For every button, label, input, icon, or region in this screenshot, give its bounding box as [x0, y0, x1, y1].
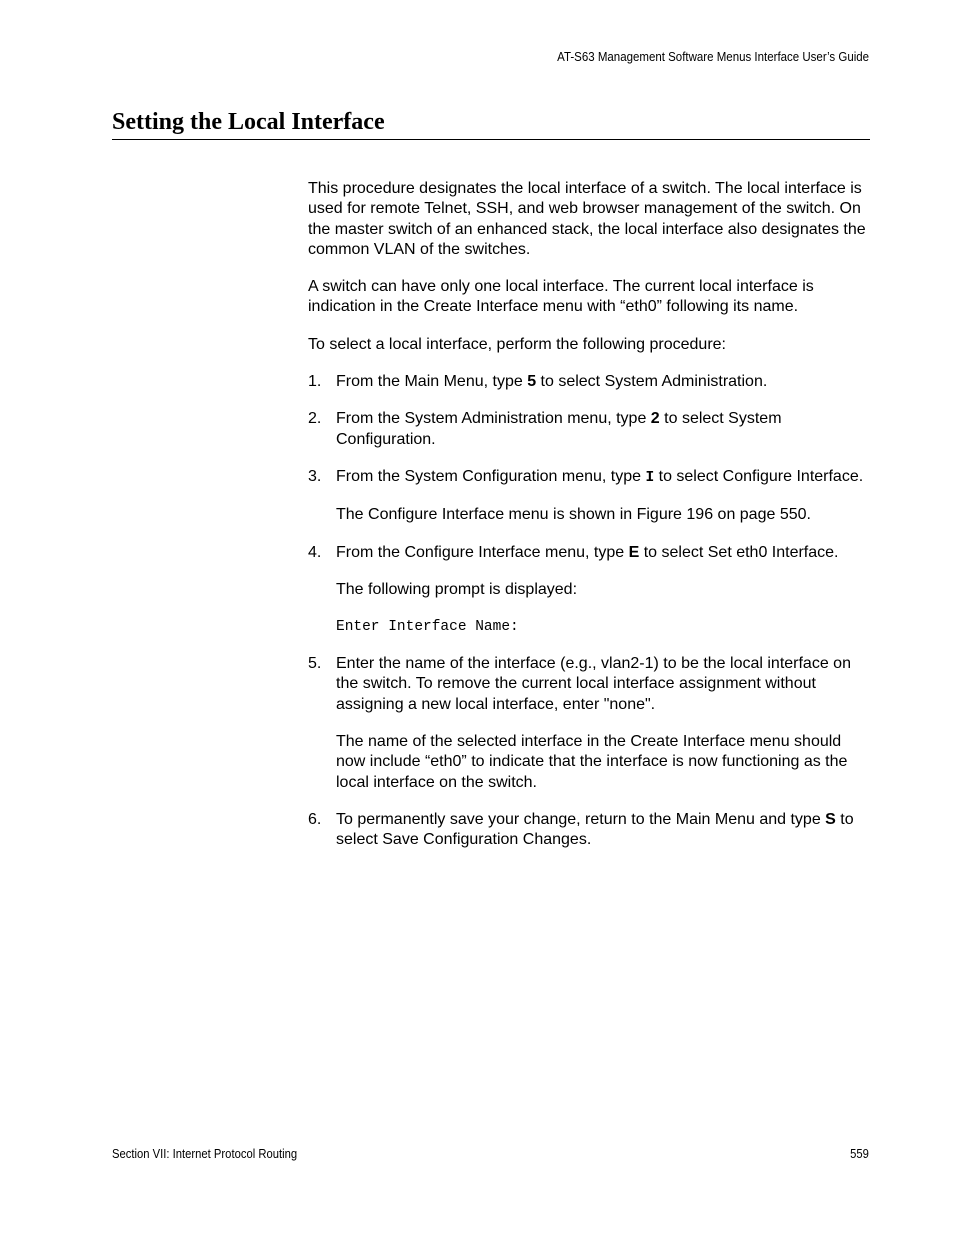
step-text [336, 409, 872, 450]
step-number: 5. [308, 655, 322, 673]
procedure-step-3 [308, 467, 872, 488]
intro-paragraph: A switch can have only one local interface. The current local interface is indication in the Create Interface menu with “eth0” following its name. [308, 278, 814, 316]
step-key: 2 [650, 410, 660, 428]
step-note: The following prompt is displayed: [336, 580, 578, 598]
step-number: 2. [308, 410, 322, 428]
section-title: Setting the Local Interface [112, 109, 385, 135]
step-key: 5 [527, 373, 537, 391]
step-text-part: From the System Configuration menu, type [336, 467, 646, 485]
step-text-part: to select Configure Interface. [654, 467, 864, 485]
step-number: 4. [308, 543, 322, 561]
step-key: S [825, 810, 836, 828]
step-key: E [628, 543, 640, 561]
running-header: AT-S63 Management Software Menus Interface User’s Guide [557, 50, 869, 64]
step-text-part: From the Main Menu, type [336, 373, 528, 391]
procedure-step-6 [308, 810, 872, 851]
intro-paragraph: To select a local interface, perform the following procedure: [308, 335, 726, 353]
procedure-step-5 [308, 654, 872, 715]
body-text [308, 179, 872, 868]
step-note: The name of the selected interface in the Create Interface menu should now include “eth0” to indicate that the interface is now functioning as the local interface on the switch. [336, 733, 848, 791]
step-text-part: to select Set eth0 Interface. [639, 543, 839, 561]
footer-section-label: Section VII: Internet Protocol Routing [112, 1147, 298, 1161]
intro-paragraph: This procedure designates the local interface of a switch. The local interface is used for remote Telnet, SSH, and web browser management of the switch. On the master switch of an enhanced stack, the local interface also designates the common VLAN of the switches. [308, 180, 866, 258]
step-text [336, 810, 872, 851]
step-number: 1. [308, 373, 322, 391]
step-text [336, 543, 872, 563]
step-text-part: to select Save Configuration Changes. [336, 810, 854, 849]
step-number: 3. [308, 467, 322, 485]
console-prompt: Enter Interface Name: [336, 619, 519, 636]
step-note: The Configure Interface menu is shown in Figure 196 on page 550. [336, 506, 811, 524]
step-key: I [645, 469, 655, 486]
step-number: 6. [308, 810, 322, 828]
procedure-step-4 [308, 543, 872, 563]
step-text-part: From the System Administration menu, type [336, 410, 651, 428]
title-rule [112, 139, 870, 140]
step-text-part: From the Configure Interface menu, type [336, 543, 629, 561]
step-text: Enter the name of the interface (e.g., vlan2-1) to be the local interface on the switch. To remove the current local interface assignment without assigning a new local interface, enter "none". [336, 655, 851, 713]
step-text [336, 467, 872, 488]
step-text-part: to select System Administration. [536, 373, 768, 391]
step-text-part: To permanently save your change, return to the Main Menu and type [336, 810, 826, 828]
step-text [336, 372, 872, 392]
footer-page-number: 559 [850, 1147, 869, 1161]
step-text-part: to select System Configuration. [336, 410, 782, 448]
procedure-step-2 [308, 409, 872, 450]
procedure-step-1 [308, 372, 872, 392]
